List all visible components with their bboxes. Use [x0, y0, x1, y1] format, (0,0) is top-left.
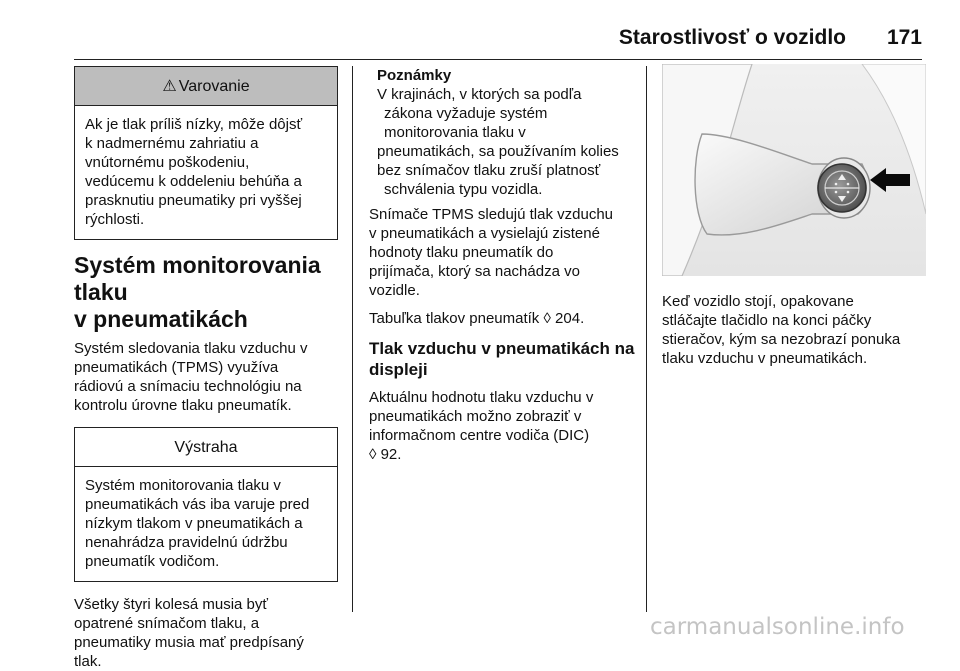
- watermark[interactable]: carmanualsonline.info: [650, 614, 905, 640]
- button-dot-icon: [835, 191, 838, 194]
- note-line: V krajinách, v ktorých sa podľa: [377, 86, 582, 103]
- text-line: pneumatikách možno zobraziť v: [369, 408, 582, 425]
- tire-pressure-table-reference[interactable]: Tabuľka tlakov pneumatík ◊ 204.: [369, 310, 585, 327]
- text-line: tlak.: [74, 653, 102, 670]
- warning-line: rýchlosti.: [85, 211, 145, 228]
- header-rule: [74, 59, 922, 60]
- column-divider-left: [352, 66, 353, 612]
- warning-triangle-icon: ⚠: [162, 77, 177, 95]
- left-column: [74, 66, 338, 671]
- text-line: pneumatikách (TPMS) využíva: [74, 359, 279, 376]
- text-line: Aktuálnu hodnotu tlaku vzduchu v: [369, 389, 594, 406]
- caution-box-title: Výstraha: [174, 438, 238, 456]
- text-line: hodnoty tlaku pneumatík do: [369, 244, 554, 261]
- text-line: Všetky štyri kolesá musia byť: [74, 596, 269, 613]
- text-line: Keď vozidlo stojí, opakovane: [662, 293, 854, 310]
- warning-line: k nadmernému zahriatiu a: [85, 135, 259, 152]
- text-line: stieračov, kým sa nezobrazí ponuka: [662, 331, 901, 348]
- text-line: stláčajte tlačidlo na konci páčky: [662, 312, 872, 329]
- caution-box: [74, 427, 338, 582]
- caution-box-header: [75, 428, 337, 467]
- text-line: vozidle.: [369, 282, 420, 299]
- note-block: [369, 66, 635, 199]
- note-line: schválenia typu vozidla.: [384, 181, 543, 198]
- text-line: v pneumatikách a vysielajú zistené: [369, 225, 600, 242]
- caution-line: pneumatík vodičom.: [85, 553, 220, 570]
- note-title: Poznámky: [377, 67, 452, 84]
- paragraph-tpms-sensors: [369, 205, 635, 300]
- column-divider-right: [646, 66, 647, 612]
- heading-line: Systém monitorovania tlaku: [74, 252, 321, 305]
- caution-line: nízkym tlakom v pneumatikách a: [85, 515, 303, 532]
- paragraph-display: [369, 388, 635, 464]
- note-line: monitorovania tlaku v: [384, 124, 526, 141]
- caution-line: nenahrádza pravidelnú údržbu: [85, 534, 288, 551]
- warning-line: Ak je tlak príliš nízky, môže dôjsť: [85, 116, 303, 133]
- text-line: Systém sledovania tlaku vzduchu v: [74, 340, 308, 357]
- warning-box-header: [75, 67, 337, 106]
- note-line: pneumatikách, sa používaním kolies: [377, 143, 619, 160]
- button-dot-icon: [847, 191, 850, 194]
- text-line: kontrolu úrovne tlaku pneumatík.: [74, 397, 292, 414]
- text-line: rádiovú a snímaciu technológiu na: [74, 378, 302, 395]
- warning-line: vnútornému poškodeniu,: [85, 154, 250, 171]
- page-number: 171: [886, 26, 922, 49]
- heading-line: Tlak vzduchu v pneumatikách na: [369, 339, 635, 358]
- wiper-stalk-illustration: [662, 64, 926, 276]
- warning-box: [74, 66, 338, 240]
- section-paragraph-tpms: [74, 339, 338, 415]
- button-dot-icon: [847, 183, 850, 186]
- caution-line: pneumatikách vás iba varuje pred: [85, 496, 310, 513]
- text-line: tlaku vzduchu v pneumatikách.: [662, 350, 868, 367]
- text-line: prijímača, ktorý sa nachádza vo: [369, 263, 580, 280]
- text-line: informačnom centre vodiča (DIC): [369, 427, 590, 444]
- warning-line: vedúcemu k oddeleniu behúňa a: [85, 173, 302, 190]
- right-column-text: [662, 292, 932, 368]
- heading-line: displeji: [369, 360, 428, 379]
- note-line: bez snímačov tlaku zruší platnosť: [377, 162, 601, 179]
- note-line: zákona vyžaduje systém: [384, 105, 548, 122]
- warning-line: prasknutiu pneumatiky pri vyššej: [85, 192, 302, 209]
- text-line: opatrené snímačom tlaku, a: [74, 615, 260, 632]
- caution-line: Systém monitorovania tlaku v: [85, 477, 281, 494]
- warning-box-title: Varovanie: [178, 77, 250, 95]
- page-header-title: Starostlivosť o vozidlo: [618, 26, 846, 49]
- button-dot-icon: [835, 183, 838, 186]
- heading-line: v pneumatikách: [74, 306, 248, 332]
- section-heading-tpms: [74, 252, 338, 333]
- middle-column: [369, 66, 635, 464]
- text-line: Snímače TPMS sledujú tlak vzduchu: [369, 206, 614, 223]
- text-line: ◊ 92.: [369, 446, 402, 463]
- section-heading-display: [369, 338, 635, 380]
- paragraph-wheels: [74, 595, 338, 671]
- text-line: pneumatiky musia mať predpísaný: [74, 634, 304, 651]
